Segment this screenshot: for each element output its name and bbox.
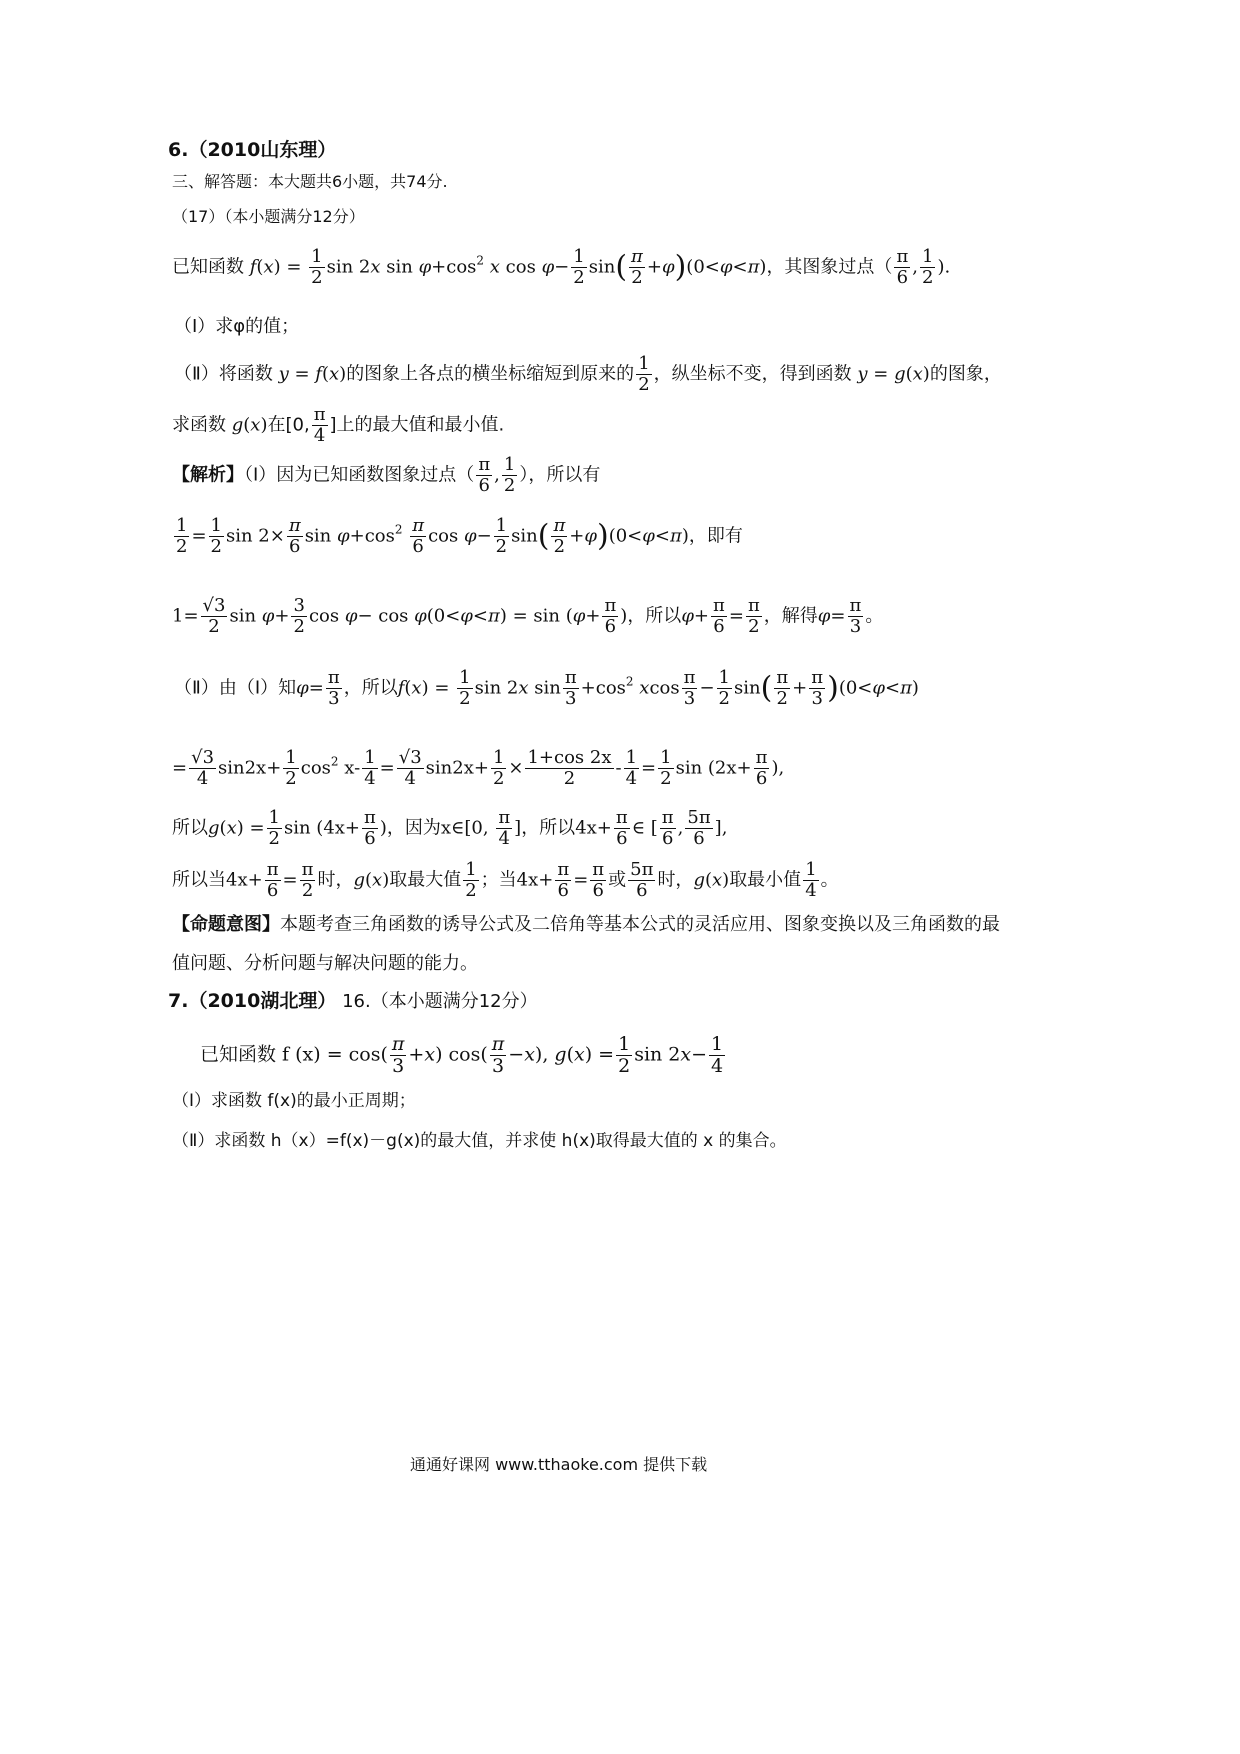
solution-max-mid: 时，	[317, 869, 354, 891]
solution-extrema-line: 所以当4x+ $\frac{\pi}{6}$ = $\frac{\pi}{2}$ 时，g(x)取最大值 $\frac{1}{2}$ ；当4x+ $\frac{\pi}{6}$ = $\frac{\pi}{6}$ 或 $\frac{5\pi}{6}$ 时，g(x)取最小值 $\frac{1}{4}$ 。	[172, 859, 839, 901]
part2-text-a: （Ⅱ）将函数	[174, 363, 273, 385]
problem-7-heading: 7.（2010湖北理）	[168, 990, 337, 1012]
problem-7-part2: （Ⅱ）求函数 h（x）=f(x)－g(x)的最大值，并求使 h(x)取得最大值的 x 的集合。	[172, 1131, 787, 1151]
problem-7-given-line: 已知函数 f (x) = cos( $\frac{\pi}{3}$ +x) cos( $\frac{\pi}{3}$ −x), g(x) = $\frac{1}{2}$ sin 2x− $\frac{1}{4}$	[200, 1033, 724, 1077]
intent-line1-text: 本题考查三角函数的诱导公式及二倍角等基本公式的灵活应用、图象变换以及三角函数的最	[280, 914, 1000, 935]
solution-max-prefix: 所以当	[172, 869, 226, 891]
solution-simplify-line: = $\frac{√3}{4}$ sin2x+ $\frac{1}{2}$ $\cos^2 x-$ $\frac{1}{4}$ = $\frac{√3}{4}$ sin2x+ $\frac{1}{2}$ × $\frac{1+\cos 2x}{2}$ - $\frac{1}{4}$ = $\frac{1}{2}$ sin (2x+ $\frac{\pi}{6}$ ),	[172, 747, 785, 789]
part2-question-line1: （Ⅱ）将函数 y = f(x)的图象上各点的横坐标缩短到原来的 $\frac{1}{2}$ ，纵坐标不变，得到函数 y = g(x)的图象，	[174, 353, 1002, 395]
solution-eq2-suoyi: ，所以	[627, 605, 682, 627]
problem-6-heading: 6.（2010山东理）	[168, 139, 337, 161]
part2-text-b: 的图象上各点的横坐标缩短到原来的	[346, 363, 635, 385]
part2-text-c: ，纵坐标不变，得到函数	[653, 363, 852, 385]
intent-line2: 值问题、分析问题与解决问题的能力。	[172, 953, 478, 974]
solution-g-line: 所以g(x) = $\frac{1}{2}$ sin (4x+ $\frac{\pi}{6}$ )，因为x∈[0, $\frac{\pi}{4}$ ]，所以4x+ $\frac{\pi}{6}$ ∈ [ $\frac{\pi}{6}$ , $\frac{5\pi}{6}$ ],	[172, 807, 728, 849]
solution-tag: 【解析】	[172, 464, 244, 486]
part2-line2-a: 求函数	[172, 414, 226, 436]
intent-tag: 【命题意图】	[172, 914, 280, 935]
problem-7-given-prefix: 已知函数	[200, 1043, 277, 1066]
solution-part2-prefix: （Ⅱ）由（Ⅰ）知	[174, 677, 297, 699]
solution-or: 或	[608, 869, 627, 891]
problem-7-part1: （Ⅰ）求函数 f(x)的最小正周期；	[172, 1091, 416, 1111]
solution-min-mid: 时，	[657, 869, 694, 891]
solution-line1-text: （Ⅰ）因为已知函数图象过点（	[244, 464, 475, 486]
given-function-line: 已知函数 f(x) = $\frac{1}{2}$ sin 2x $\sin \varphi+\cos^2$ x cos φ− $\frac{1}{2}$ sin( $\frac{\pi}{2}$ +φ)(0<φ<π)，其图象过点（ $\frac{\pi}{6}$ , $\frac{1}{2}$ ).	[172, 246, 951, 288]
given-suffix: ，其图象过点（	[766, 256, 893, 278]
part2-text-d: 的图象，	[929, 363, 1002, 385]
part1-question: （Ⅰ）求φ的值；	[174, 316, 300, 337]
solution-line1-end: ），所以有	[519, 464, 601, 486]
solution-min-text: 取最小值	[729, 869, 802, 891]
solution-g-mid2: ，所以	[521, 817, 576, 839]
solution-g-prefix: 所以	[172, 817, 208, 839]
solution-eq1-suffix: ，即有	[688, 525, 743, 547]
given-prefix: 已知函数	[172, 256, 244, 278]
solution-max-mid2: ；当	[480, 869, 517, 891]
solution-equation2: 1= $\frac{√3}{2}$ sin φ+ $\frac{3}{2}$ cos φ− cos φ(0<φ<π) = sin (φ+ $\frac{\pi}{6}$ )，所以φ+ $\frac{\pi}{6}$ = $\frac{\pi}{2}$ ，解得φ= $\frac{\pi}{3}$ 。	[172, 595, 884, 637]
solution-eq2-jiede: ，解得	[763, 605, 818, 627]
solution-equation1: $\frac{1}{2}$ = $\frac{1}{2}$ sin 2× $\frac{\pi}{6}$ $\sin \varphi+\cos^2$ $\frac{\pi}{6}$ cos φ− $\frac{1}{2}$ sin( $\frac{\pi}{2}$ +φ)(0<φ<π)，即有	[176, 515, 743, 557]
problem-7-heading-line	[168, 992, 538, 1011]
q16-header: 16.（本小题满分12分）	[342, 991, 538, 1012]
solution-max-text: 取最大值	[389, 869, 462, 891]
solution-part2-line: （Ⅱ）由（Ⅰ）知φ= $\frac{\pi}{3}$ ，所以f(x) = $\frac{1}{2}$ sin 2x sin $\frac{\pi}{3}$ $+\cos^2$ xcos $\frac{\pi}{3}$ − $\frac{1}{2}$ sin( $\frac{\pi}{2}$ + $\frac{\pi}{3}$ )(0<φ<π)	[174, 667, 919, 709]
solution-g-mid: ，因为	[386, 817, 441, 839]
solution-line1: 【解析】（Ⅰ）因为已知函数图象过点（ $\frac{\pi}{6}$ , $\frac{1}{2}$ ），所以有	[172, 454, 601, 496]
solution-part2-mid: ，所以	[343, 677, 398, 699]
part2-line2-b: 在[0,	[267, 414, 310, 436]
intent-line1	[172, 916, 1000, 934]
section-intro: 三、解答题：本大题共6小题，共74分.	[172, 172, 448, 191]
part2-question-line2: 求函数 g(x)在[0, $\frac{\pi}{4}$ ]上的最大值和最小值.	[172, 404, 505, 446]
page-footer: 通通好课网 www.tthaoke.com 提供下载	[410, 1455, 708, 1474]
part2-line2-c: ]上的最大值和最小值.	[329, 414, 505, 436]
q17-header: （17）（本小题满分12分）	[172, 207, 365, 226]
